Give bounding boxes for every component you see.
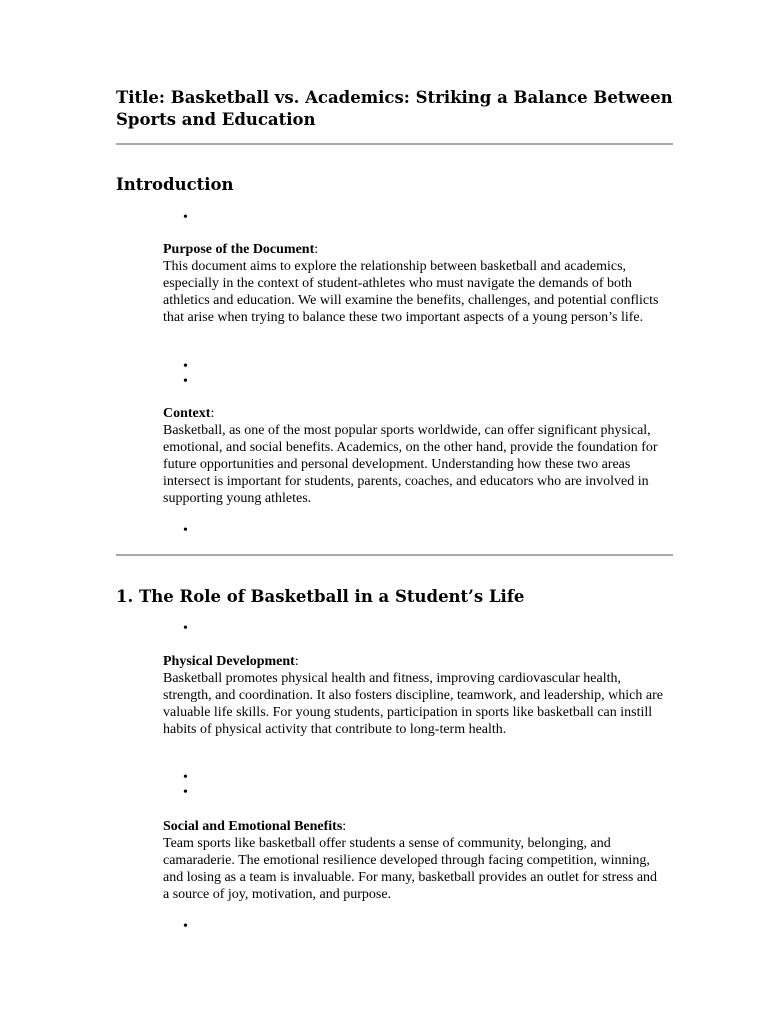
bullet-marker: • bbox=[183, 523, 188, 538]
purpose-entry bbox=[163, 241, 663, 326]
label-colon: : bbox=[294, 654, 299, 669]
label-colon: : bbox=[342, 819, 347, 834]
social-label: Social and Emotional Benefits bbox=[163, 819, 343, 834]
bullet-marker: • bbox=[183, 785, 188, 800]
introduction-heading: Introduction bbox=[116, 175, 234, 194]
bullet-marker: • bbox=[183, 919, 188, 934]
physical-text: Basketball promotes physical health and fitness, improving cardiovascular health, strength, and coordination. It also fosters discipline, teamwork, and leadership, which are valuable life skills. For young students, participation in sports like basketball can instill habits of physical activity that contribute to long-term health. bbox=[163, 671, 663, 737]
bullet-marker: • bbox=[183, 374, 188, 389]
horizontal-rule bbox=[116, 554, 673, 556]
physical-label: Physical Development bbox=[163, 654, 295, 669]
purpose-text: This document aims to explore the relationship between basketball and academics, especially in the context of student-athletes who must navigate the demands of both athletics and education. We will examine the benefits, challenges, and potential conflicts that arise when trying to balance these two important aspects of a young person’s life. bbox=[163, 259, 659, 325]
social-entry bbox=[163, 818, 663, 903]
horizontal-rule bbox=[116, 143, 673, 145]
bullet-marker: • bbox=[183, 210, 188, 225]
context-label: Context bbox=[163, 406, 211, 421]
physical-entry bbox=[163, 653, 663, 738]
label-colon: : bbox=[210, 406, 215, 421]
section1-heading: 1. The Role of Basketball in a Student’s Life bbox=[116, 587, 525, 606]
context-entry bbox=[163, 405, 663, 507]
document-title: Title: Basketball vs. Academics: Striking a Balance Between Sports and Education bbox=[116, 88, 673, 129]
bullet-marker: • bbox=[183, 770, 188, 785]
bullet-marker: • bbox=[183, 621, 188, 636]
context-text: Basketball, as one of the most popular sports worldwide, can offer significant physical, emotional, and social benefits. Academics, on the other hand, provide the foundation for future opportunities and personal development. Understanding how these two areas intersect is important for students, parents, coaches, and educators who are involved in supporting young athletes. bbox=[163, 423, 658, 506]
purpose-label: Purpose of the Document bbox=[163, 242, 315, 257]
label-colon: : bbox=[314, 242, 319, 257]
social-text: Team sports like basketball offer students a sense of community, belonging, and camaraderie. The emotional resilience developed through facing competition, winning, and losing as a team is invaluable. For many, basketball provides an outlet for stress and a source of joy, motivation, and purpose. bbox=[163, 836, 658, 902]
bullet-marker: • bbox=[183, 359, 188, 374]
